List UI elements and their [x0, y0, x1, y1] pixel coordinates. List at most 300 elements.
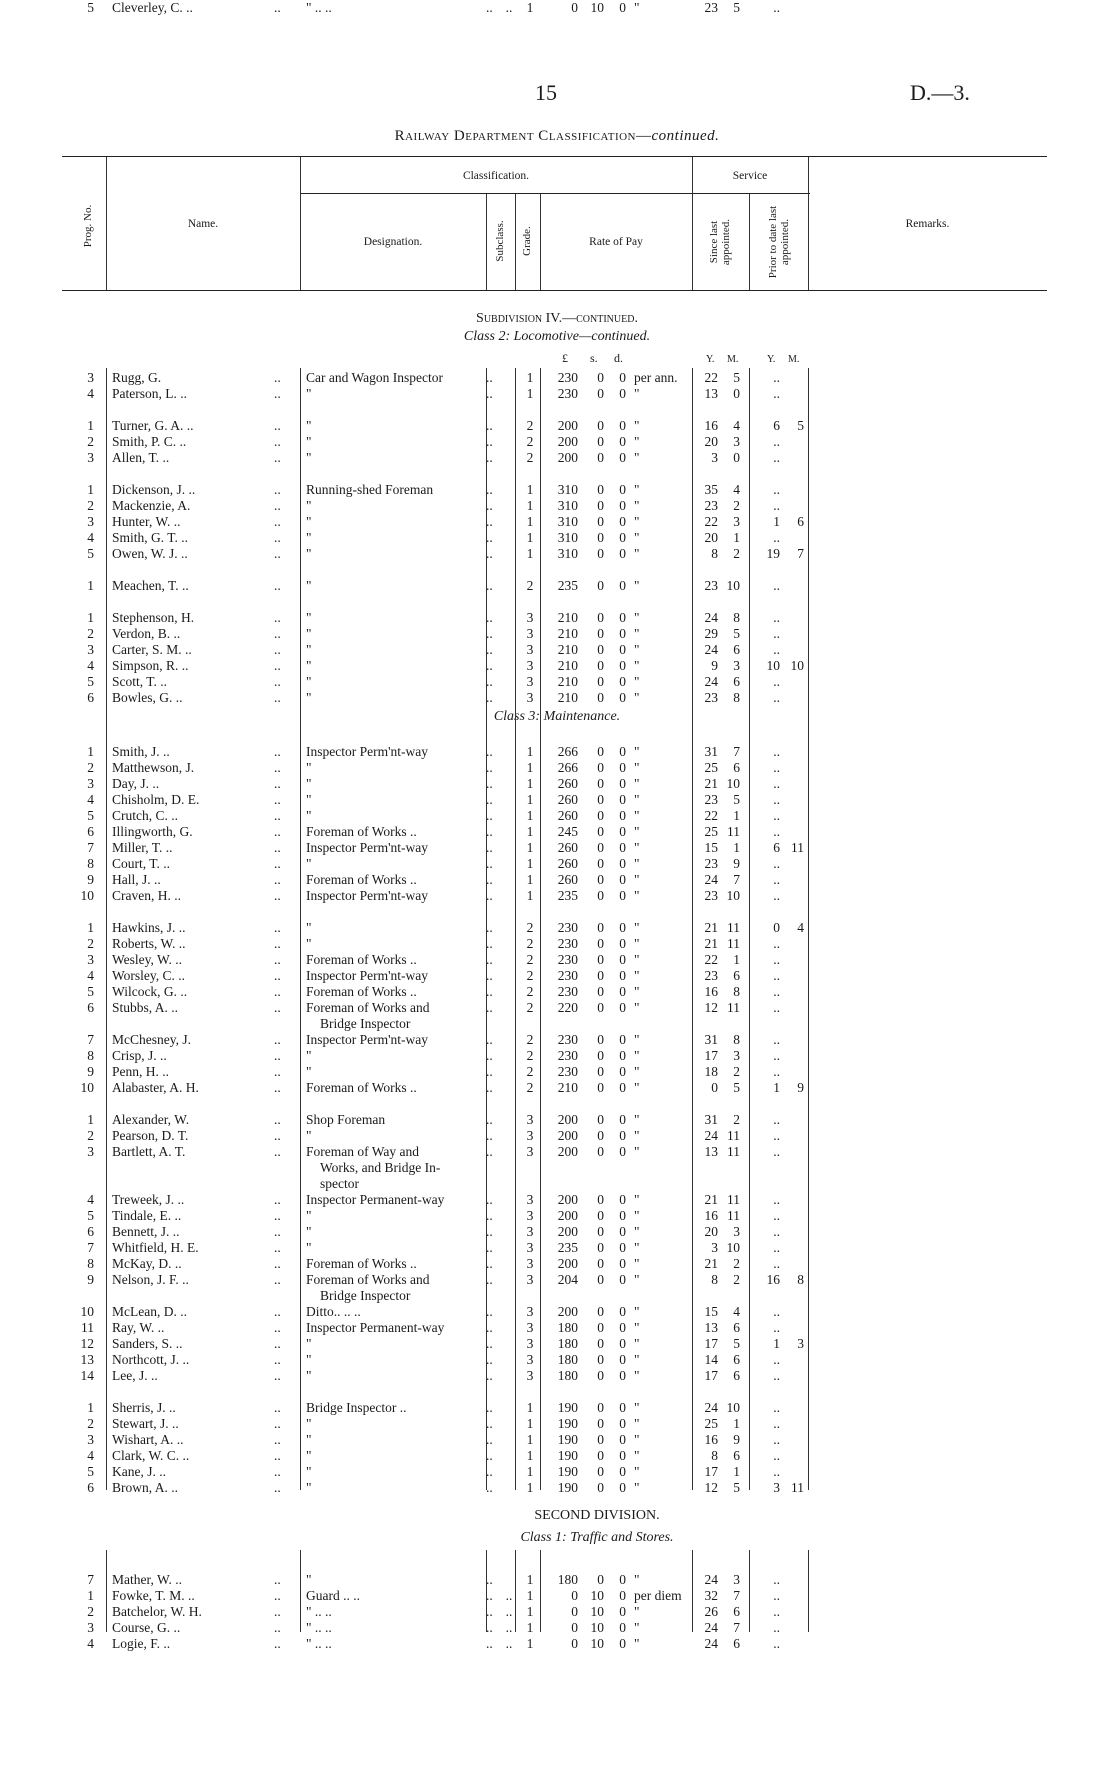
since-years-cell: 25 [704, 824, 718, 839]
since-years-cell: 15 [704, 1304, 718, 1319]
prog-no-cell: 2 [87, 1604, 94, 1619]
pay-period-cell: " [634, 530, 640, 545]
pay-pounds-cell: 200 [557, 450, 578, 465]
designation-cell: Foreman of Works .. [306, 952, 417, 967]
pay-shillings-cell: 0 [597, 1128, 604, 1143]
pay-period-cell: " [634, 610, 640, 625]
table-row [0, 1000, 1114, 1031]
since-years-cell: 21 [704, 776, 718, 791]
table-row [0, 642, 1114, 658]
pay-pounds-cell: 230 [557, 984, 578, 999]
table-row [0, 968, 1114, 984]
designation-leader-dots: .. [486, 1032, 493, 1047]
since-months-cell: 2 [733, 1064, 740, 1079]
name-leader-dots: .. [274, 514, 281, 529]
pay-period-cell: " [634, 1032, 640, 1047]
pay-pence-cell: 0 [619, 1128, 626, 1143]
pay-pence-cell: 0 [619, 1320, 626, 1335]
designation-cell: Inspector Perm'nt-way [306, 1032, 429, 1047]
table-row [0, 1400, 1114, 1416]
pay-pence-cell: 0 [619, 808, 626, 823]
pay-pounds-cell: 200 [557, 1144, 578, 1159]
name-leader-dots: .. [274, 1272, 281, 1287]
designation-leader-dots: .. [486, 968, 493, 983]
designation-cell: " [306, 514, 312, 529]
pay-pence-cell: 0 [619, 888, 626, 903]
pay-pounds-cell: 260 [557, 776, 578, 791]
name-cell: Miller, T. .. [112, 840, 173, 855]
name-cell: Allen, T. .. [112, 450, 170, 465]
pay-period-cell: " [634, 1352, 640, 1367]
name-cell: Meachen, T. .. [112, 578, 189, 593]
prog-no-cell: 2 [87, 1416, 94, 1431]
table-row [0, 514, 1114, 530]
grade-cell: 1 [526, 498, 534, 513]
pay-pounds-cell: 260 [557, 792, 578, 807]
since-years-cell: 20 [704, 434, 718, 449]
grade-cell: 2 [526, 952, 534, 967]
name-leader-dots: .. [274, 386, 281, 401]
prior-years-cell: .. [773, 888, 780, 903]
prior-years-cell: .. [773, 824, 780, 839]
since-months-cell: 2 [733, 498, 740, 513]
table-row [0, 792, 1114, 808]
table-row [0, 1588, 1114, 1604]
designation-cell: " [306, 1208, 312, 1223]
designation-cell: " [306, 386, 312, 401]
designation-cell: Inspector Perm'nt-way [306, 840, 429, 855]
pay-period-cell: " [634, 1112, 640, 1127]
designation-leader-dots: .. [486, 418, 493, 433]
class1-traffic-heading: Class 1: Traffic and Stores. [520, 1530, 674, 1545]
pay-shillings-cell: 0 [597, 776, 604, 791]
name-leader-dots: .. [274, 1032, 281, 1047]
pay-period-cell: " [634, 1464, 640, 1479]
pay-pounds-cell: 210 [557, 610, 578, 625]
since-months-cell: 3 [733, 434, 740, 449]
table-row [0, 1636, 1114, 1652]
designation-cell: Car and Wagon Inspector [306, 370, 443, 385]
grade-cell: 1 [526, 760, 534, 775]
prog-no-cell: 4 [87, 658, 94, 673]
designation-cell: Foreman of Works and [306, 1272, 430, 1287]
since-years-cell: 20 [704, 530, 718, 545]
prog-no-cell: 5 [87, 674, 94, 689]
since-months-cell: 1 [733, 952, 740, 967]
prior-years-cell: .. [773, 1112, 780, 1127]
grade-cell: 2 [526, 920, 534, 935]
pay-pounds-cell: 190 [557, 1432, 578, 1447]
pay-pounds-cell: 230 [557, 1064, 578, 1079]
designation-cell: " [306, 1352, 312, 1367]
prog-no-cell: 6 [87, 690, 94, 705]
since-months-cell: 6 [733, 1352, 740, 1367]
name-leader-dots: .. [274, 808, 281, 823]
pay-pounds-cell: 230 [557, 1032, 578, 1047]
since-months-cell: 6 [733, 1636, 740, 1651]
grade-cell: 1 [526, 1464, 534, 1479]
pay-pence-cell: 0 [619, 1604, 626, 1619]
since-months-cell: 11 [727, 936, 740, 951]
prior-years-cell: 1 [773, 1336, 780, 1351]
designation-leader-dots: .. [486, 1620, 493, 1635]
pay-shillings-cell: 0 [597, 690, 604, 705]
since-years-cell: 24 [704, 872, 718, 887]
designation-leader-dots: .. [486, 888, 493, 903]
designation-leader-dots: .. [486, 498, 493, 513]
designation-cell: " [306, 434, 312, 449]
designation-cell: " [306, 1128, 312, 1143]
since-months-cell: 6 [733, 1604, 740, 1619]
prog-no-cell: 14 [80, 1368, 94, 1383]
name-cell: Whitfield, H. E. [112, 1240, 199, 1255]
table-row [0, 1144, 1114, 1191]
since-years-cell: 21 [704, 920, 718, 935]
name-leader-dots: .. [274, 418, 281, 433]
pay-shillings-cell: 0 [597, 1448, 604, 1463]
designation-leader-dots: .. [486, 1588, 493, 1603]
pay-pence-cell: 0 [619, 1000, 626, 1015]
since-years-cell: 8 [711, 1272, 718, 1287]
since-years-cell: 12 [704, 1480, 718, 1495]
since-months-cell: 8 [733, 984, 740, 999]
designation-cell: " [306, 418, 312, 433]
prior-months-cell: 6 [797, 514, 804, 529]
name-cell: Verdon, B. .. [112, 626, 181, 641]
designation-cell: " .. .. [306, 1604, 332, 1619]
since-years-cell: 8 [711, 546, 718, 561]
prior-years-cell: .. [773, 1064, 780, 1079]
pay-shillings-cell: 0 [597, 1144, 604, 1159]
name-cell: Roberts, W. .. [112, 936, 186, 951]
prior-years-cell: .. [773, 808, 780, 823]
since-months-cell: 11 [727, 1000, 740, 1015]
pay-pounds-cell: 230 [557, 386, 578, 401]
pay-period-cell: " [634, 386, 640, 401]
grade-cell: 1 [526, 0, 534, 15]
pay-pence-cell: 0 [619, 760, 626, 775]
pay-shillings-cell: 0 [597, 952, 604, 967]
name-leader-dots: .. [274, 968, 281, 983]
pay-period-cell: " [634, 626, 640, 641]
pay-shillings-cell: 0 [597, 418, 604, 433]
designation-leader-dots: .. [486, 1208, 493, 1223]
pay-shillings-cell: 0 [597, 1572, 604, 1587]
since-months-cell: 8 [733, 1032, 740, 1047]
table-row [0, 1368, 1114, 1384]
prior-months-cell: 8 [797, 1272, 804, 1287]
prior-years-cell: .. [773, 626, 780, 641]
pay-pounds-cell: 200 [557, 1208, 578, 1223]
pay-shillings-cell: 0 [597, 984, 604, 999]
since-years-cell: 14 [704, 1352, 718, 1367]
since-months-cell: 5 [733, 1080, 740, 1095]
pay-pence-cell: 0 [619, 1480, 626, 1495]
since-years-cell: 21 [704, 1256, 718, 1271]
pay-period-cell: " [634, 514, 640, 529]
name-leader-dots: .. [274, 792, 281, 807]
name-cell: Treweek, J. .. [112, 1192, 185, 1207]
pay-shillings-cell: 0 [597, 1032, 604, 1047]
table-row [0, 434, 1114, 450]
since-years-cell: 22 [704, 808, 718, 823]
designation-leader-dots: .. [486, 674, 493, 689]
pay-period-cell: " [634, 434, 640, 449]
pay-pounds-cell: 200 [557, 434, 578, 449]
name-cell: Northcott, J. .. [112, 1352, 190, 1367]
name-cell: Hall, J. .. [112, 872, 161, 887]
name-leader-dots: .. [274, 1000, 281, 1015]
prog-no-cell: 3 [87, 1144, 94, 1159]
prior-years-cell: .. [773, 1144, 780, 1159]
name-cell: Matthewson, J. [112, 760, 195, 775]
pay-period-cell: " [634, 674, 640, 689]
prior-years-cell: .. [773, 1192, 780, 1207]
since-years-cell: 22 [704, 370, 718, 385]
prior-years-cell: .. [773, 1432, 780, 1447]
name-cell: Bartlett, A. T. [112, 1144, 186, 1159]
second-division-heading: SECOND DIVISION. [534, 1508, 660, 1523]
pay-pounds-cell: 310 [557, 482, 578, 497]
designation-leader-dots: .. [486, 1144, 493, 1159]
prog-no-cell: 7 [87, 1032, 94, 1047]
since-months-cell: 1 [733, 1464, 740, 1479]
designation-leader-dots: .. [486, 776, 493, 791]
grade-cell: 2 [526, 434, 534, 449]
prog-no-cell: 2 [87, 498, 94, 513]
prior-years-cell: 6 [773, 418, 780, 433]
name-leader-dots: .. [274, 1400, 281, 1415]
pay-pence-cell: 0 [619, 1032, 626, 1047]
name-cell: Sherris, J. .. [112, 1400, 176, 1415]
name-leader-dots: .. [274, 1256, 281, 1271]
since-months-cell: 3 [733, 1048, 740, 1063]
table-row [0, 1272, 1114, 1303]
prog-no-cell: 10 [80, 888, 94, 903]
table-row [0, 418, 1114, 434]
designation-continuation: Bridge Inspector [320, 1288, 411, 1303]
pay-period-cell: " [634, 1272, 640, 1287]
name-cell: Wilcock, G. .. [112, 984, 188, 999]
since-years-cell: 16 [704, 1432, 718, 1447]
since-years-cell: 23 [704, 968, 718, 983]
name-leader-dots: .. [274, 1144, 281, 1159]
designation-cell: " [306, 626, 312, 641]
prior-years-cell: .. [773, 760, 780, 775]
name-leader-dots: .. [274, 626, 281, 641]
pay-pounds-cell: 266 [557, 760, 578, 775]
pay-shillings-cell: 0 [597, 824, 604, 839]
name-leader-dots: .. [274, 1208, 281, 1223]
grade-cell: 1 [526, 1432, 534, 1447]
prior-years-cell: .. [773, 1464, 780, 1479]
since-months-cell: 11 [727, 920, 740, 935]
pay-period-cell: " [634, 1480, 640, 1495]
pay-shillings-cell: 0 [597, 920, 604, 935]
designation-leader-dots: .. [486, 792, 493, 807]
name-cell: Smith, P. C. .. [112, 434, 187, 449]
grade-cell: 3 [526, 1144, 534, 1159]
table-row [0, 1416, 1114, 1432]
prog-no-cell: 1 [87, 610, 94, 625]
pay-shillings-cell: 0 [597, 658, 604, 673]
since-months-cell: 2 [733, 1112, 740, 1127]
pay-pence-cell: 0 [619, 936, 626, 951]
designation-continuation: spector [320, 1176, 359, 1191]
pay-pounds-cell: 200 [557, 1224, 578, 1239]
pay-pounds-cell: 230 [557, 1048, 578, 1063]
grade-cell: 3 [526, 1336, 534, 1351]
since-years-cell: 12 [704, 1000, 718, 1015]
pay-pounds-cell: 200 [557, 1112, 578, 1127]
name-cell: Brown, A. .. [112, 1480, 179, 1495]
table-row [0, 482, 1114, 498]
designation-cell: " [306, 1432, 312, 1447]
pay-pounds-cell: 0 [571, 0, 578, 15]
pay-shillings-cell: 0 [597, 808, 604, 823]
pay-period-cell: " [634, 936, 640, 951]
table-row [0, 1048, 1114, 1064]
name-leader-dots: .. [274, 1620, 281, 1635]
unit-months-since: M. [727, 354, 739, 365]
pay-pounds-cell: 180 [557, 1352, 578, 1367]
prior-years-cell: .. [773, 1368, 780, 1383]
prior-years-cell: 1 [773, 514, 780, 529]
grade-cell: 1 [526, 872, 534, 887]
pay-shillings-cell: 0 [597, 840, 604, 855]
since-months-cell: 6 [733, 1448, 740, 1463]
name-leader-dots: .. [274, 1192, 281, 1207]
designation-cell: Foreman of Way and [306, 1144, 420, 1159]
designation-leader-dots: .. [486, 1448, 493, 1463]
designation-cell: " [306, 1416, 312, 1431]
name-cell: Crutch, C. .. [112, 808, 178, 823]
designation-leader-dots: .. [486, 482, 493, 497]
pay-pence-cell: 0 [619, 1112, 626, 1127]
name-leader-dots: .. [274, 1224, 281, 1239]
since-years-cell: 16 [704, 418, 718, 433]
name-cell: Alabaster, A. H. [112, 1080, 199, 1095]
name-leader-dots: .. [274, 1604, 281, 1619]
pay-period-cell: " [634, 776, 640, 791]
since-years-cell: 29 [704, 626, 718, 641]
pay-shillings-cell: 0 [597, 1400, 604, 1415]
name-cell: Sanders, S. .. [112, 1336, 183, 1351]
since-months-cell: 7 [733, 1620, 740, 1635]
name-cell: Day, J. .. [112, 776, 160, 791]
since-months-cell: 1 [733, 840, 740, 855]
designation-leader-dots: .. [486, 1368, 493, 1383]
pay-pence-cell: 0 [619, 610, 626, 625]
pay-shillings-cell: 0 [597, 514, 604, 529]
prog-no-cell: 5 [87, 808, 94, 823]
pay-pence-cell: 0 [619, 530, 626, 545]
pay-shillings-cell: 10 [590, 1588, 604, 1603]
designation-leader-dots: .. [486, 1464, 493, 1479]
grade-cell: 3 [526, 1272, 534, 1287]
table-row [0, 1192, 1114, 1208]
prior-years-cell: .. [773, 1416, 780, 1431]
prog-no-cell: 8 [87, 1048, 94, 1063]
prog-no-cell: 6 [87, 1224, 94, 1239]
since-months-cell: 5 [733, 792, 740, 807]
table-row [0, 1320, 1114, 1336]
pay-shillings-cell: 0 [597, 1416, 604, 1431]
pay-pounds-cell: 0 [571, 1620, 578, 1635]
designation-leader-dots: .. [486, 626, 493, 641]
unit-years-prior: Y. [767, 354, 776, 365]
pay-pence-cell: 0 [619, 1048, 626, 1063]
since-months-cell: 11 [727, 1192, 740, 1207]
since-years-cell: 24 [704, 610, 718, 625]
prog-no-cell: 3 [87, 776, 94, 791]
since-years-cell: 35 [704, 482, 718, 497]
prior-months-cell: 7 [797, 546, 804, 561]
pay-pounds-cell: 190 [557, 1416, 578, 1431]
since-months-cell: 11 [727, 1128, 740, 1143]
prior-years-cell: .. [773, 1032, 780, 1047]
prior-years-cell: .. [773, 530, 780, 545]
since-years-cell: 13 [704, 386, 718, 401]
pay-pence-cell: 0 [619, 1336, 626, 1351]
pay-period-cell: " [634, 578, 640, 593]
pay-period-cell: " [634, 744, 640, 759]
table-row [0, 1464, 1114, 1480]
prior-years-cell: .. [773, 0, 780, 15]
since-years-cell: 24 [704, 1128, 718, 1143]
name-cell: Pearson, D. T. [112, 1128, 189, 1143]
grade-cell: 3 [526, 1112, 534, 1127]
subclass-cell: .. [505, 0, 513, 15]
pay-period-cell: " [634, 952, 640, 967]
since-months-cell: 6 [733, 1320, 740, 1335]
pay-shillings-cell: 10 [590, 1636, 604, 1651]
pay-pence-cell: 0 [619, 434, 626, 449]
designation-leader-dots: .. [486, 1572, 493, 1587]
designation-cell: Foreman of Works .. [306, 1256, 417, 1271]
prior-years-cell: .. [773, 1304, 780, 1319]
table-row [0, 1480, 1114, 1496]
pay-pounds-cell: 180 [557, 1336, 578, 1351]
name-cell: Paterson, L. .. [112, 386, 187, 401]
designation-cell: " [306, 450, 312, 465]
prior-years-cell: .. [773, 610, 780, 625]
grade-cell: 3 [526, 1240, 534, 1255]
unit-pence: d. [614, 351, 623, 365]
name-cell: Smith, G. T. .. [112, 530, 189, 545]
grade-cell: 1 [526, 1604, 534, 1619]
since-months-cell: 11 [727, 824, 740, 839]
designation-cell: " [306, 1336, 312, 1351]
name-leader-dots: .. [274, 578, 281, 593]
designation-leader-dots: .. [486, 1480, 493, 1495]
grade-cell: 1 [526, 1480, 534, 1495]
pay-pence-cell: 0 [619, 1636, 626, 1651]
designation-cell: " [306, 1064, 312, 1079]
prior-months-cell: 3 [797, 1336, 804, 1351]
table-row [0, 1112, 1114, 1128]
prior-months-cell: 11 [791, 1480, 804, 1495]
pay-period-cell: " [634, 920, 640, 935]
pay-period-cell: " [634, 1080, 640, 1095]
grade-cell: 1 [526, 386, 534, 401]
table-row [0, 776, 1114, 792]
designation-cell: " [306, 1368, 312, 1383]
pay-pence-cell: 0 [619, 1572, 626, 1587]
prog-no-cell: 6 [87, 1000, 94, 1015]
designation-cell: " [306, 1572, 312, 1587]
since-years-cell: 21 [704, 936, 718, 951]
